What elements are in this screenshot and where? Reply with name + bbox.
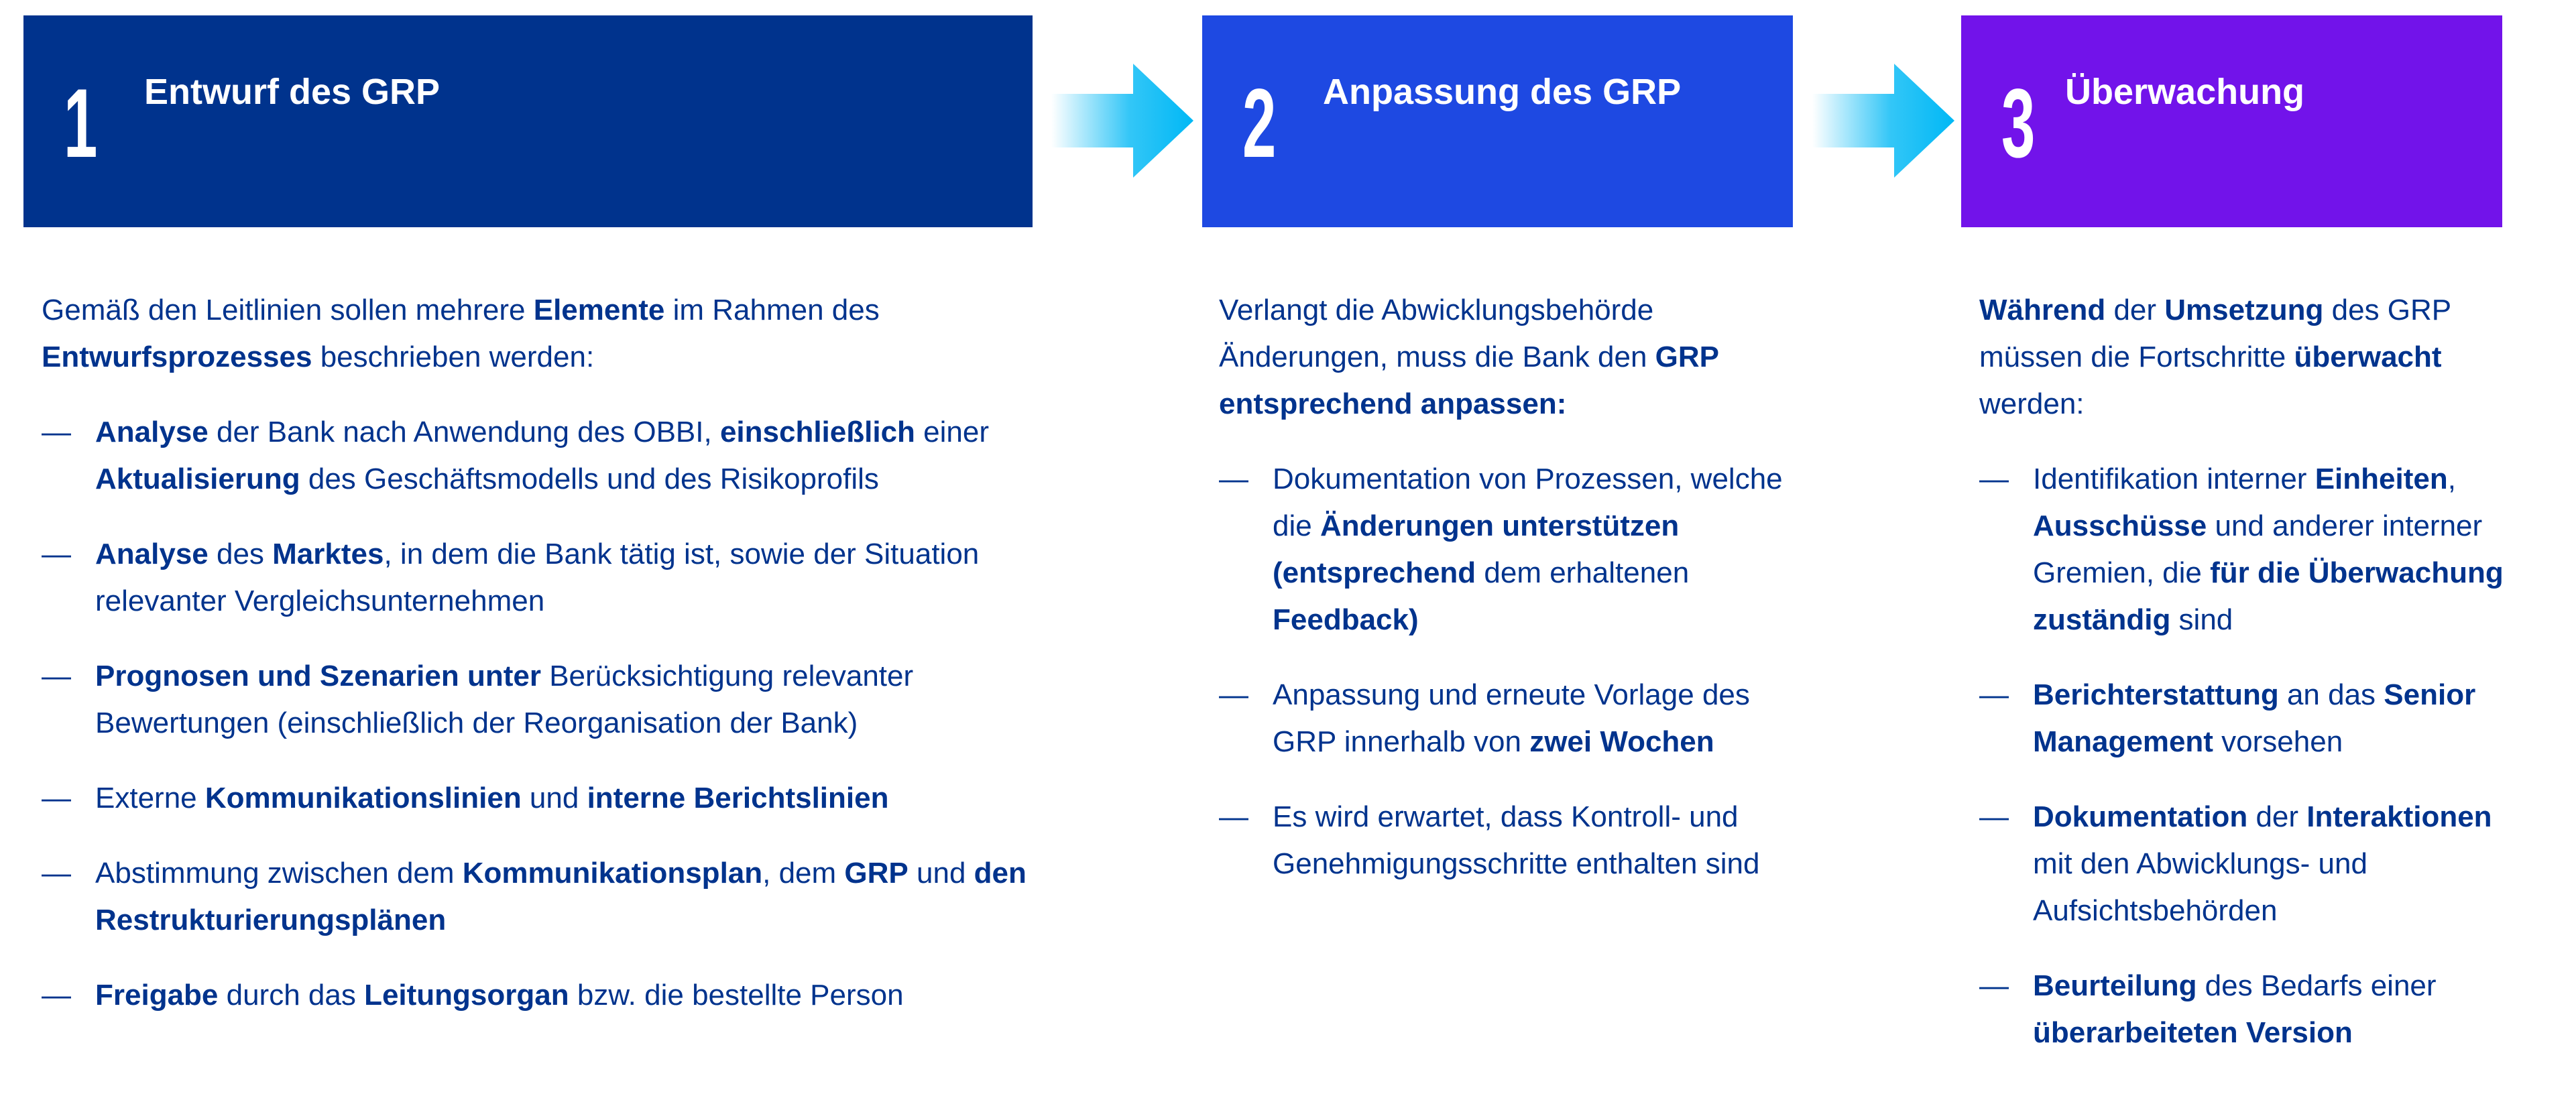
text-segment: Es wird erwartet, dass Kontroll- und Genehmigungsschritte enthalten sind — [1273, 800, 1760, 880]
bold-text: Kommunikationslinien — [204, 782, 522, 814]
text-segment: des Geschäftsmodells und des Risikoprofils — [300, 463, 879, 495]
list-item — [1979, 672, 2516, 766]
bold-text: für die Überwachung zuständig — [2033, 556, 2504, 636]
bold-text: zwei Wochen — [1529, 725, 1714, 758]
text-segment: durch das — [218, 979, 365, 1012]
bold-text: Elemente — [533, 294, 665, 326]
bold-text: überwacht — [2294, 341, 2442, 373]
dash-bullet: — — [1219, 463, 1248, 495]
list-item — [42, 972, 1027, 1019]
bold-text: interne Berichtslinien — [587, 782, 889, 814]
bold-text: Umsetzung — [2164, 294, 2324, 326]
text-segment: des Bedarfs einer — [2197, 969, 2437, 1002]
bold-text: Während — [1979, 294, 2106, 326]
arrow-2-icon — [1812, 64, 1954, 178]
text-segment: Abstimmung zwischen dem — [95, 857, 463, 890]
dash-bullet: — — [42, 416, 71, 448]
list-item — [42, 775, 1027, 822]
bold-text: Änderungen unterstützen (entsprechend — [1273, 509, 1680, 589]
step-1-title: Entwurf des GRP — [144, 72, 441, 112]
text-segment: Berücksichtigung relevanter Bewertungen (einschließlich der Reorganisation der Bank) — [95, 660, 914, 739]
step-1-header — [23, 15, 1033, 227]
text-segment: bzw. die bestellte Person — [569, 979, 904, 1012]
list-item — [1219, 456, 1796, 644]
bold-text: einschließlich — [719, 416, 915, 448]
step-2-number: 2 — [1242, 68, 1277, 178]
list-item — [42, 850, 1027, 944]
step-3-content — [1979, 287, 2516, 1085]
text-segment: Gemäß den Leitlinien sollen mehrere — [42, 294, 534, 326]
step-3-number: 3 — [2001, 68, 2036, 178]
text-segment: der — [2247, 800, 2307, 833]
bold-text: Analyse — [95, 416, 209, 448]
text-segment: an das — [2278, 678, 2384, 711]
bold-text: Entwurfsprozesses — [42, 341, 312, 373]
step-3-list — [1979, 456, 2516, 1056]
dash-bullet: — — [42, 979, 71, 1012]
dash-bullet: — — [1219, 800, 1248, 833]
bold-text: Freigabe — [95, 979, 219, 1012]
bold-text: Dokumentation — [2033, 800, 2248, 833]
text-segment: Dokumentation von Prozessen, welche die — [1273, 463, 1783, 542]
text-segment: Identifikation interner — [2033, 463, 2315, 495]
list-item — [1979, 456, 2516, 644]
list-item — [1219, 794, 1796, 888]
bold-text: Marktes — [272, 538, 384, 570]
bold-text: Leitungsorgan — [364, 979, 569, 1012]
text-segment: einer — [915, 416, 989, 448]
list-item — [1979, 794, 2516, 934]
step-2-header — [1202, 15, 1793, 227]
list-item — [1219, 672, 1796, 766]
dash-bullet: — — [1219, 678, 1248, 711]
text-segment: der Bank nach Anwendung des OBBI, — [208, 416, 720, 448]
text-segment: , — [2447, 463, 2456, 495]
bold-text: Beurteilung — [2033, 969, 2197, 1002]
step-2-content — [1219, 287, 1796, 916]
text-segment: Externe — [95, 782, 205, 814]
text-segment: und anderer interner Gremien, die — [2033, 509, 2483, 589]
text-segment: und — [908, 857, 974, 890]
arrow-1-icon — [1051, 64, 1193, 178]
dash-bullet: — — [1979, 463, 2009, 495]
text-segment: mit den Abwicklungs- und Aufsichtsbehörden — [2033, 847, 2367, 927]
text-segment: werden: — [1979, 387, 2085, 420]
text-segment: Verlangt die Abwicklungsbehörde Änderungen, muss die Bank den — [1219, 294, 1655, 373]
step-3-title: Überwachung — [2065, 72, 2305, 112]
text-segment: des — [208, 538, 273, 570]
dash-bullet: — — [1979, 800, 2009, 833]
list-item — [42, 531, 1027, 625]
bold-text: GRP entsprechend anpassen: — [1219, 341, 1719, 420]
step-3-intro — [1979, 287, 2516, 428]
dash-bullet: — — [42, 660, 71, 692]
text-segment: des GRP müssen die Fortschritte — [1979, 294, 2451, 373]
step-1-list — [42, 409, 1027, 1019]
text-segment: , dem — [762, 857, 845, 890]
dash-bullet: — — [42, 857, 71, 890]
step-2-list — [1219, 456, 1796, 888]
dash-bullet: — — [1979, 969, 2009, 1002]
step-1-number: 1 — [64, 68, 98, 178]
bold-text: Ausschüsse — [2033, 509, 2207, 542]
text-segment: dem erhaltenen — [1476, 556, 1690, 589]
text-segment: vorsehen — [2213, 725, 2343, 758]
dash-bullet: — — [1979, 678, 2009, 711]
step-1-intro — [42, 287, 1027, 381]
list-item — [42, 409, 1027, 503]
text-segment: Anpassung und erneute Vorlage des GRP innerhalb von — [1273, 678, 1750, 758]
bold-text: den Restrukturierungsplänen — [95, 857, 1027, 936]
text-segment: sind — [2170, 603, 2233, 636]
text-segment: im Rahmen des — [664, 294, 880, 326]
step-3-header — [1961, 15, 2502, 227]
bold-text: Interaktionen — [2306, 800, 2492, 833]
bold-text: Aktualisierung — [95, 463, 300, 495]
dash-bullet: — — [42, 782, 71, 814]
text-segment: beschrieben werden: — [312, 341, 595, 373]
bold-text: Berichterstattung — [2033, 678, 2279, 711]
text-segment: und — [521, 782, 587, 814]
bold-text: Kommunikationsplan — [462, 857, 763, 890]
step-2-intro — [1219, 287, 1796, 428]
bold-text: überarbeiteten Version — [2033, 1016, 2353, 1049]
step-1-content — [42, 287, 1027, 1047]
bold-text: Feedback) — [1273, 603, 1419, 636]
bold-text: Einheiten — [2315, 463, 2448, 495]
text-segment: der — [2105, 294, 2165, 326]
dash-bullet: — — [42, 538, 71, 570]
list-item — [1979, 963, 2516, 1056]
bold-text: GRP — [844, 857, 909, 890]
bold-text: Prognosen und Szenarien unter — [95, 660, 541, 692]
text-segment: , in dem die Bank tätig ist, sowie der Situation relevanter Vergleichsunternehmen — [95, 538, 980, 617]
bold-text: Analyse — [95, 538, 209, 570]
list-item — [42, 653, 1027, 747]
step-2-title: Anpassung des GRP — [1323, 72, 1682, 112]
bold-text: Senior Management — [2033, 678, 2476, 758]
